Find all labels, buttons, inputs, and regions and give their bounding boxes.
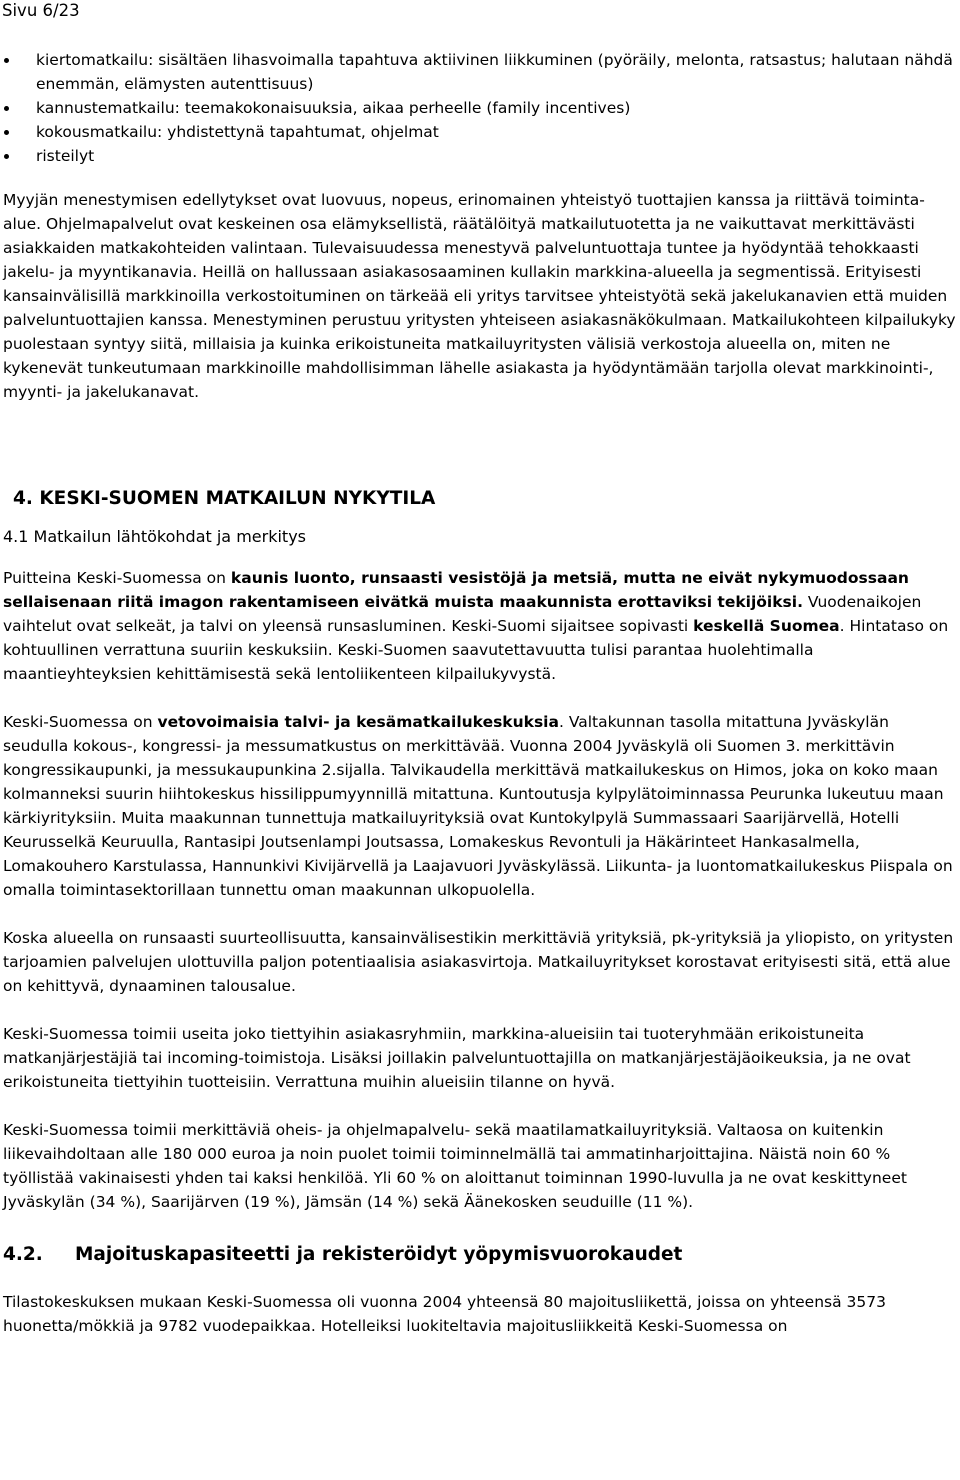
list-item: kokousmatkailu: yhdistettynä tapahtumat, ohjelmat (3, 120, 958, 144)
bullet-icon (4, 130, 9, 135)
paragraph-tilastokeskus: Tilastokeskuksen mukaan Keski-Suomessa oli vuonna 2004 yhteensä 80 majoitusliikettä, joissa on yhteensä 3573 huonetta/mökkiä ja 9782 vuodepaikkaa. Hotelleiksi luokiteltavia majoitusliikkeitä Keski-Suomessa on (3, 1293, 886, 1335)
paragraph-puitteina: Puitteina Keski-Suomessa on kaunis luonto, runsaasti vesistöjä ja metsiä, mutta ne eivät nykymuodossaan sellaisenaan riitä imagon rakentamiseen eivätkä muista maakunnista erottaviksi tekijöiksi. Vuodenaikojen vaihtelut ovat selkeät, ja talvi on yleensä runsasluminen. Keski-Suomi sijaitsee sopivasti keskellä Suomea. Hintataso on kohtuullinen verrattuna suuriin keskuksiin. Keski-Suomen saavutettavuutta tulisi parantaa huolehtimalla maantieyhteyksien kehittämisestä sekä lentoliikenteen kilpailukyvystä. (3, 569, 949, 683)
list-item: risteilyt (3, 144, 958, 168)
paragraph-koska: Koska alueella on runsaasti suurteollisuutta, kansainvälisestikin merkittäviä yrityksiä, pk-yrityksiä ja yliopisto, on yritysten tarjoamien palvelujen ulottuvilla paljon potentiaalisia asiakasvirtoja. Matkailuyritykset korostavat erityisesti sitä, että alue on kehittyvä, dynaaminen talousalue. (3, 929, 954, 995)
paragraph-keski-suomessa-1: Keski-Suomessa on vetovoimaisia talvi- ja kesämatkailukeskuksia. Valtakunnan tasolla mitattuna Jyväskylän seudulla kokous-, kongressi- ja messumatkustus on merkittävää. Vuonna 2004 Jyväskylä oli Suomen 3. merkittävin kongressikaupunki, ja messukaupunkina 2.sijalla. Talvikaudella merkittävä matkailukeskus on Himos, joka on koko maan kolmanneksi suurin hiihtokeskus hissilippumyynnillä mitattuna. Kuntoutusja kylpylätoiminnassa Peurunka lukeutuu maan kärkiyrityksiin. Muita maakunnan tunnettuja matkailuyrityksiä ovat Kuntokylpylä Summassaari Saarijärvellä, Hotelli Keurusselkä Keuruulla, Rantasipi Joutsenlampi Joutsassa, Lomakeskus Revontuli ja Häkärinteet Hankasalmella, Lomakouhero Karstulassa, Hannunkivi Kivijärvellä ja Laajavuori Jyväskylässä. Liikunta- ja luontomatkailukeskus Piispala on omalla toimintasektorillaan tunnettu oman maakunnan ulkopuolella. (3, 713, 953, 899)
subsection-heading-4-1: 4.1 Matkailun lähtökohdat ja merkitys (3, 527, 306, 546)
bullet-icon (4, 106, 9, 111)
section-heading-4: 4. KESKI-SUOMEN MATKAILUN NYKYTILA (13, 488, 436, 509)
bullet-icon (4, 58, 9, 63)
paragraph-myyjan: Myyjän menestymisen edellytykset ovat luovuus, nopeus, erinomainen yhteistyö tuottajien kanssa ja riittävä toiminta-alue. Ohjelmapalvelut ovat keskeinen osa elämyksellistä, räätälöityä matkailutuotetta ja ne vaikuttavat merkittävästi asiakkaiden matkakohteiden valintaan. Tulevaisuudessa menestyvä palveluntuottaja tuntee ja hyödyntää tehokkaasti jakelu- ja myyntikanavia. Heillä on hallussaan asiakasosaaminen kullakin markkina-alueella ja segmentissä. Erityisesti kansainvälisillä markkinoilla verkostoituminen on tärkeää eli yritys tarvitsee yhteistyötä sekä jakelukanavien että muiden palveluntuottajien kanssa. Menestyminen perustuu yritysten yhteiseen asiakasnäkökulmaan. Matkailukohteen kilpailukyky puolestaan syntyy siitä, millaisia ja kuinka erikoistuneita matkailuyritysten välisiä verkostoja alueella on, miten ne kykenevät tunkeutumaan markkinoille mahdollisimman lähelle asiakasta ja hyödyntämään tarjolla olevat markkinointi-, myynti- ja jakelukanavat. (3, 191, 956, 401)
document-body (3, 48, 958, 1338)
subsection-heading-4-2: 4.2. Majoituskapasiteetti ja rekisteröidyt yöpymisvuorokaudet (3, 1244, 683, 1265)
list-item: kiertomatkailu: sisältäen lihasvoimalla tapahtuva aktiivinen liikkuminen (pyöräily, melonta, ratsastus; halutaan nähdä enemmän, elämysten autenttisuus) (3, 48, 958, 96)
bullet-list (3, 48, 958, 168)
bullet-icon (4, 154, 9, 159)
list-item: kannustematkailu: teemakokonaisuuksia, aikaa perheelle (family incentives) (3, 96, 958, 120)
paragraph-keski-suomessa-3: Keski-Suomessa toimii merkittäviä oheis- ja ohjelmapalvelu- sekä maatilamatkailuyrityksiä. Valtaosa on kuitenkin liikevaihdoltaan alle 180 000 euroa ja noin puolet toimii toiminnelmällä tai ammatinharjoittajina. Näistä noin 60 % työllistää vakinaisesti yhden tai kaksi henkilöä. Yli 60 % on aloittanut toiminnan 1990-luvulla ja ne ovat keskittyneet Jyväskylän (34 %), Saarijärven (19 %), Jämsän (14 %) sekä Äänekosken seuduille (11 %). (3, 1121, 907, 1211)
page-number: Sivu 6/23 (2, 1, 80, 20)
paragraph-keski-suomessa-2: Keski-Suomessa toimii useita joko tiettyihin asiakasryhmiin, markkina-alueisiin tai tuoteryhmään erikoistuneita matkanjärjestäjiä tai incoming-toimistoja. Lisäksi joillakin palveluntuottajilla on matkanjärjestäjäoikeuksia, ja ne ovat erikoistuneita tiettyihin tuotteisiin. Verrattuna muihin alueisiin tilanne on hyvä. (3, 1025, 911, 1091)
